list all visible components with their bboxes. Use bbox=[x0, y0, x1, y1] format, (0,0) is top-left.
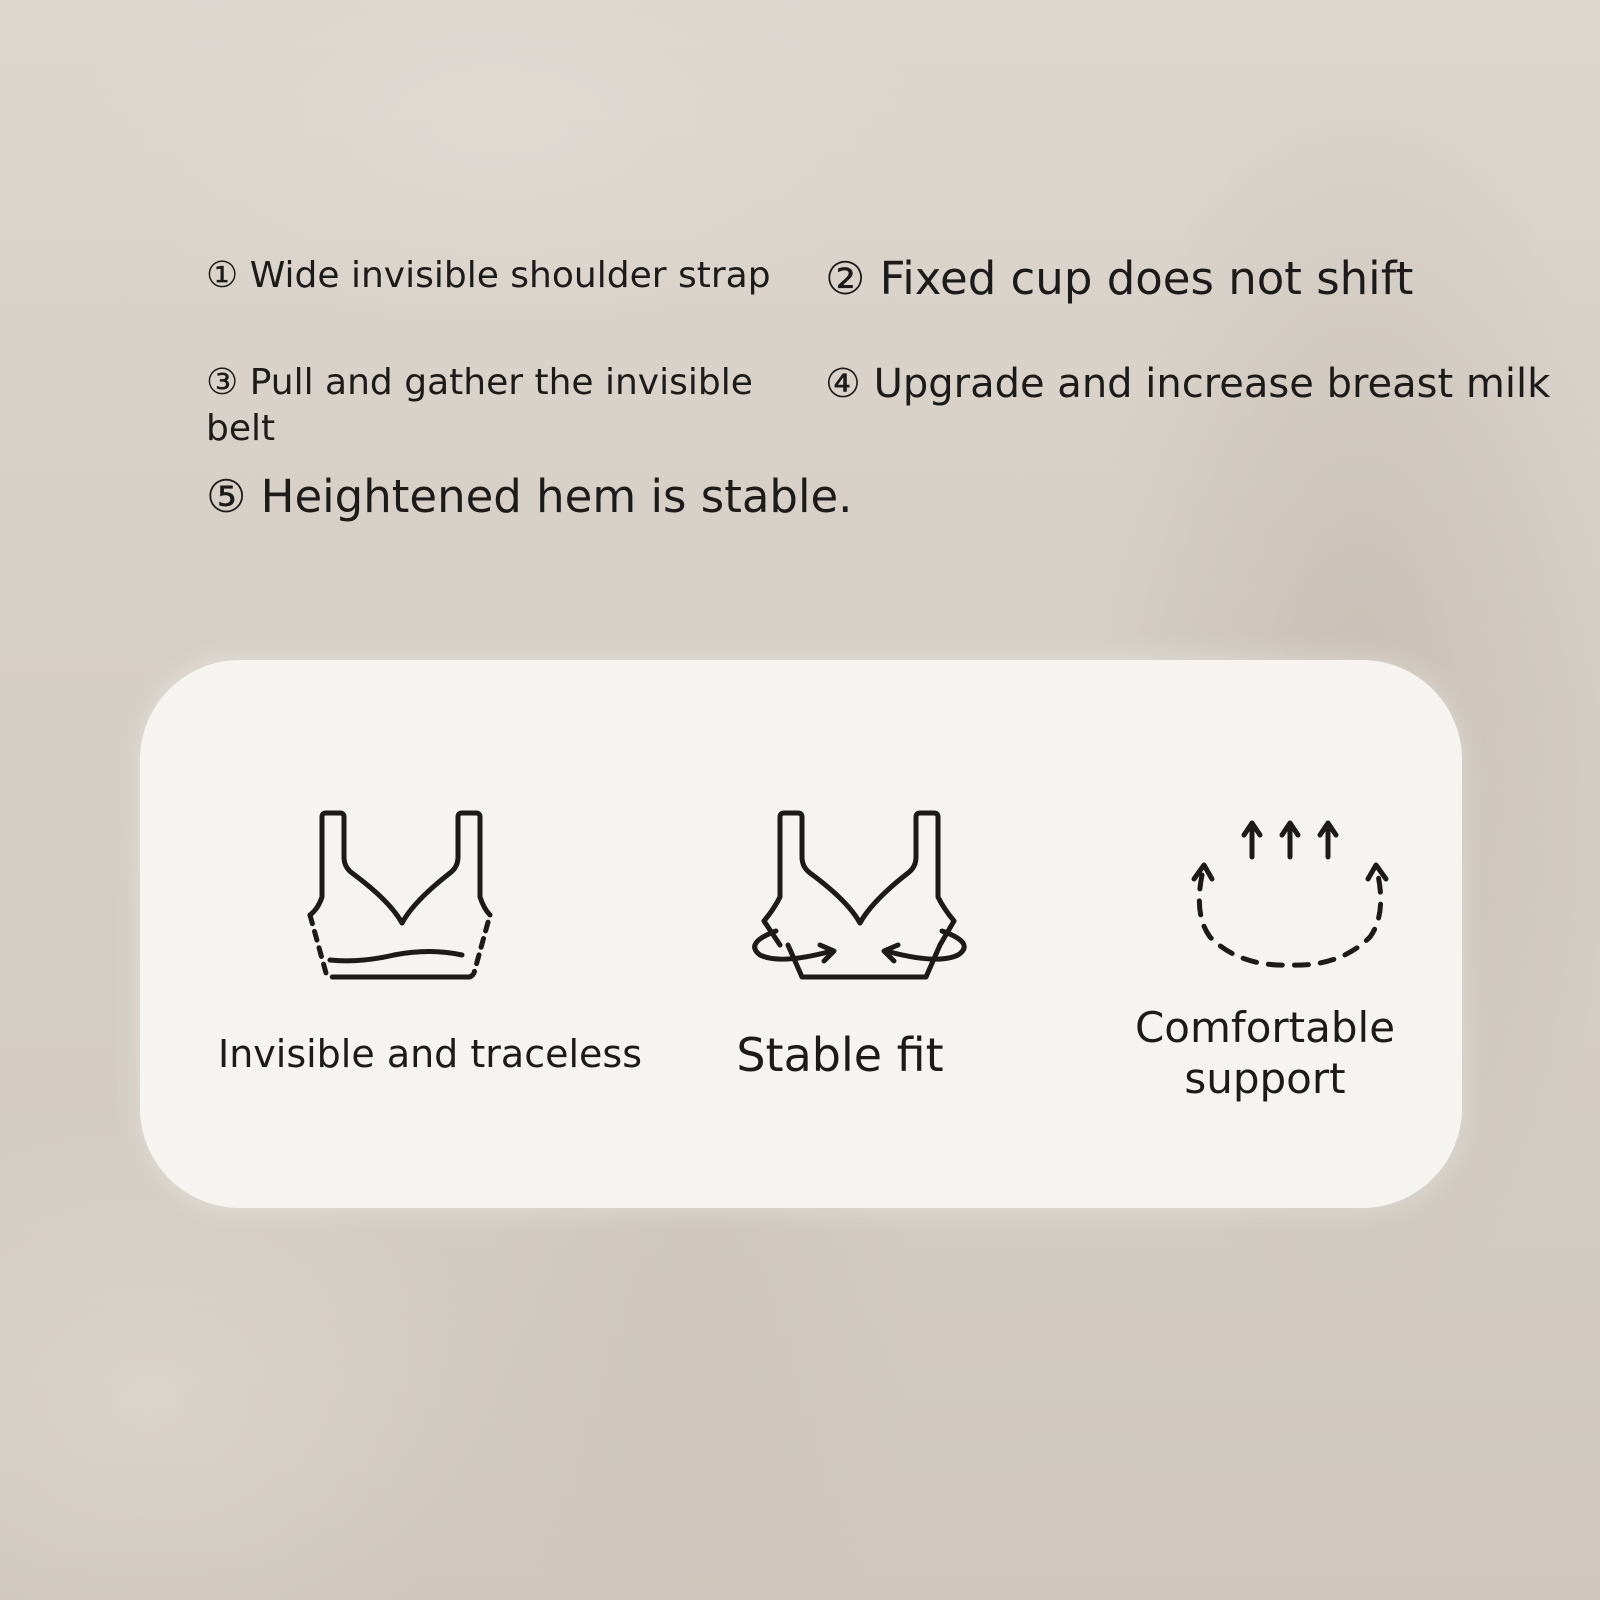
benefit-label: Stable fit bbox=[736, 1028, 944, 1082]
feature-list bbox=[0, 0, 1600, 560]
benefit-label: Comfortable support bbox=[1134, 1003, 1396, 1104]
bra-outline-icon bbox=[290, 805, 520, 995]
benefit-label: Invisible and traceless bbox=[217, 1032, 642, 1076]
feature-wide-shoulder-strap: ① Wide invisible shoulder strap bbox=[206, 255, 771, 296]
feature-invisible-belt: ③ Pull and gather the invisible belt bbox=[206, 362, 753, 450]
bra-rotation-arrows-icon bbox=[740, 805, 980, 995]
benefit-stable-fit bbox=[660, 660, 1050, 1208]
benefits-card bbox=[140, 660, 1462, 1208]
benefit-invisible-traceless bbox=[200, 660, 660, 1208]
upward-arrows-support-icon bbox=[1180, 815, 1400, 975]
feature-breast-milk: ④ Upgrade and increase breast milk bbox=[825, 361, 1551, 407]
feature-fixed-cup: ② Fixed cup does not shift bbox=[825, 252, 1414, 305]
benefit-comfortable-support bbox=[1090, 660, 1440, 1208]
feature-heightened-hem: ⑤ Heightened hem is stable. bbox=[206, 470, 853, 523]
